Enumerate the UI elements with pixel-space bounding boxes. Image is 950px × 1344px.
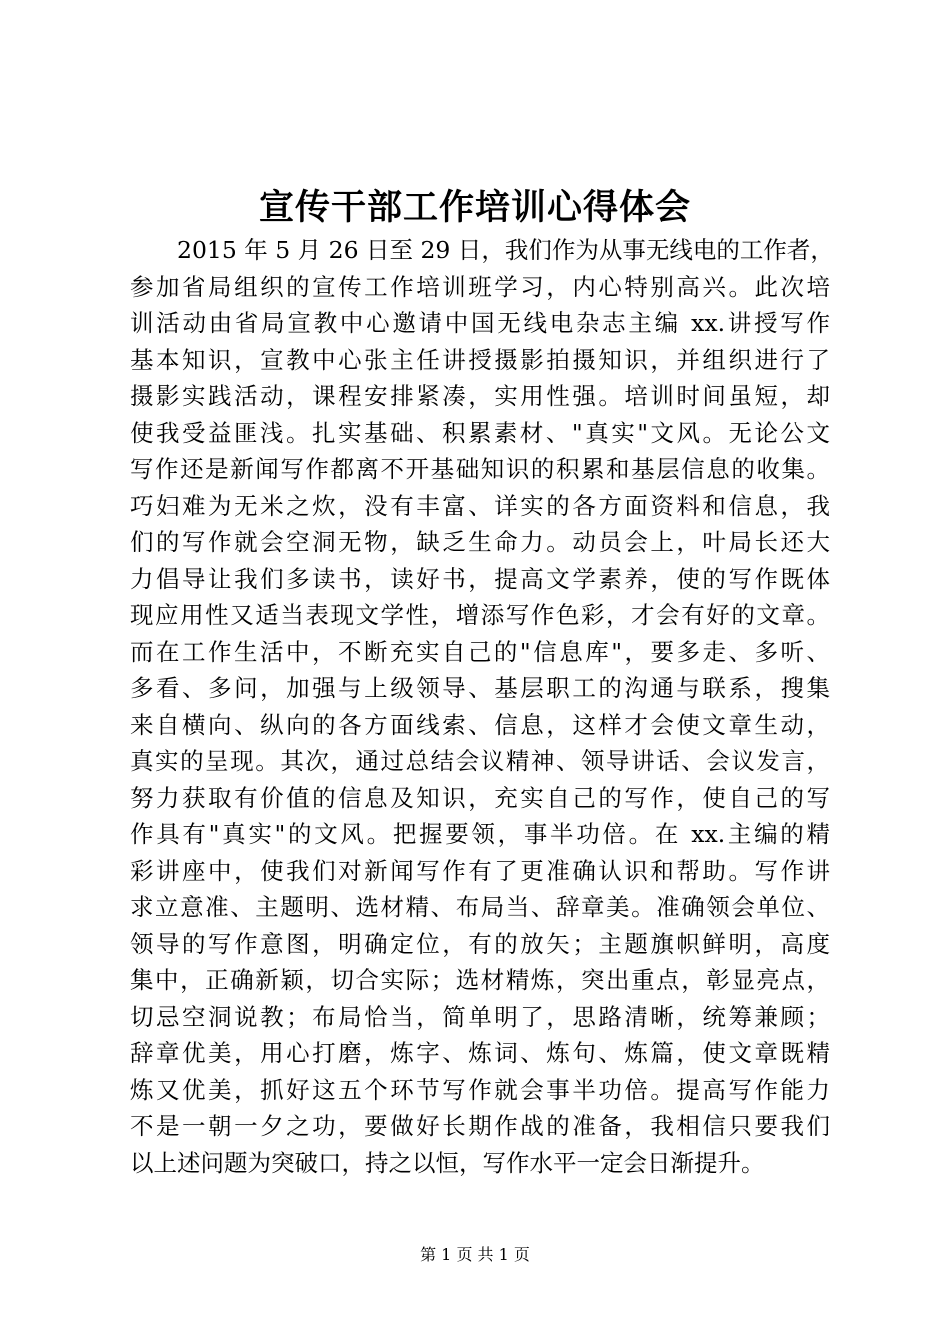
body-line: 求立意准、主题明、选材精、布局当、辞章美。准确领会单位、 [130,893,830,921]
body-line: 使我受益匪浅。扎实基础、积累素材、"真实"文风。无论公文 [130,418,830,447]
body-line: 作具有"真实"的文风。把握要领，事半功倍。在 xx.主编的精 [130,820,830,848]
body-line: 现应用性又适当表现文学性，增添写作色彩，才会有好的文章。 [130,601,830,629]
body-line: 力倡导让我们多读书，读好书，提高文学素养，使的写作既体 [130,564,830,593]
body-line: 不是一朝一夕之功，要做好长期作战的准备，我相信只要我们 [130,1112,830,1140]
body-line: 以上述问题为突破口，持之以恒，写作水平一定会日渐提升。 [130,1148,765,1177]
body-line: 来自横向、纵向的各方面线索、信息，这样才会使文章生动， [130,710,830,739]
body-line: 多看、多问，加强与上级领导、基层职工的沟通与联系，搜集 [130,674,830,702]
body-line: 彩讲座中，使我们对新闻写作有了更准确认识和帮助。写作讲 [130,856,830,885]
body-line: 训活动由省局宣教中心邀请中国无线电杂志主编 xx.讲授写作 [130,309,830,337]
body-line: 写作还是新闻写作都离不开基础知识的积累和基层信息的收集。 [130,455,830,483]
body-line: 巧妇难为无米之炊，没有丰富、详实的各方面资料和信息，我 [130,491,830,520]
body-line: 领导的写作意图，明确定位，有的放矢；主题旗帜鲜明，高度 [130,929,830,958]
body-line: 摄影实践活动，课程安排紧凑，实用性强。培训时间虽短，却 [130,382,830,410]
body-line: 们的写作就会空洞无物，缺乏生命力。动员会上，叶局长还大 [130,528,830,556]
body-line: 切忌空洞说教；布局恰当，简单明了，思路清晰，统筹兼顾； [130,1002,830,1031]
body-line: 真实的呈现。其次，通过总结会议精神、领导讲话、会议发言， [130,747,830,775]
document-title: 宣传干部工作培训心得体会 [258,187,691,228]
page-number-footer: 第 1 页 共 1 页 [420,1245,530,1264]
body-line: 基本知识，宣教中心张主任讲授摄影拍摄知识，并组织进行了 [130,345,830,374]
body-line: 而在工作生活中，不断充实自己的"信息库"，要多走、多听、 [130,637,830,666]
body-line: 辞章优美，用心打磨，炼字、炼词、炼句、炼篇，使文章既精 [130,1039,830,1067]
body-line: 努力获取有价值的信息及知识，充实自己的写作，使自己的写 [130,783,830,812]
body-line: 参加省局组织的宣传工作培训班学习，内心特别高兴。此次培 [130,272,830,301]
document-body [130,232,834,1181]
body-line: 炼又优美，抓好这五个环节写作就会事半功倍。提高写作能力 [130,1075,830,1104]
body-line: 2015 年 5 月 26 日至 29 日，我们作为从事无线电的工作者， [177,236,834,264]
body-line: 集中，正确新颖，切合实际；选材精炼，突出重点，彰显亮点， [130,966,830,994]
